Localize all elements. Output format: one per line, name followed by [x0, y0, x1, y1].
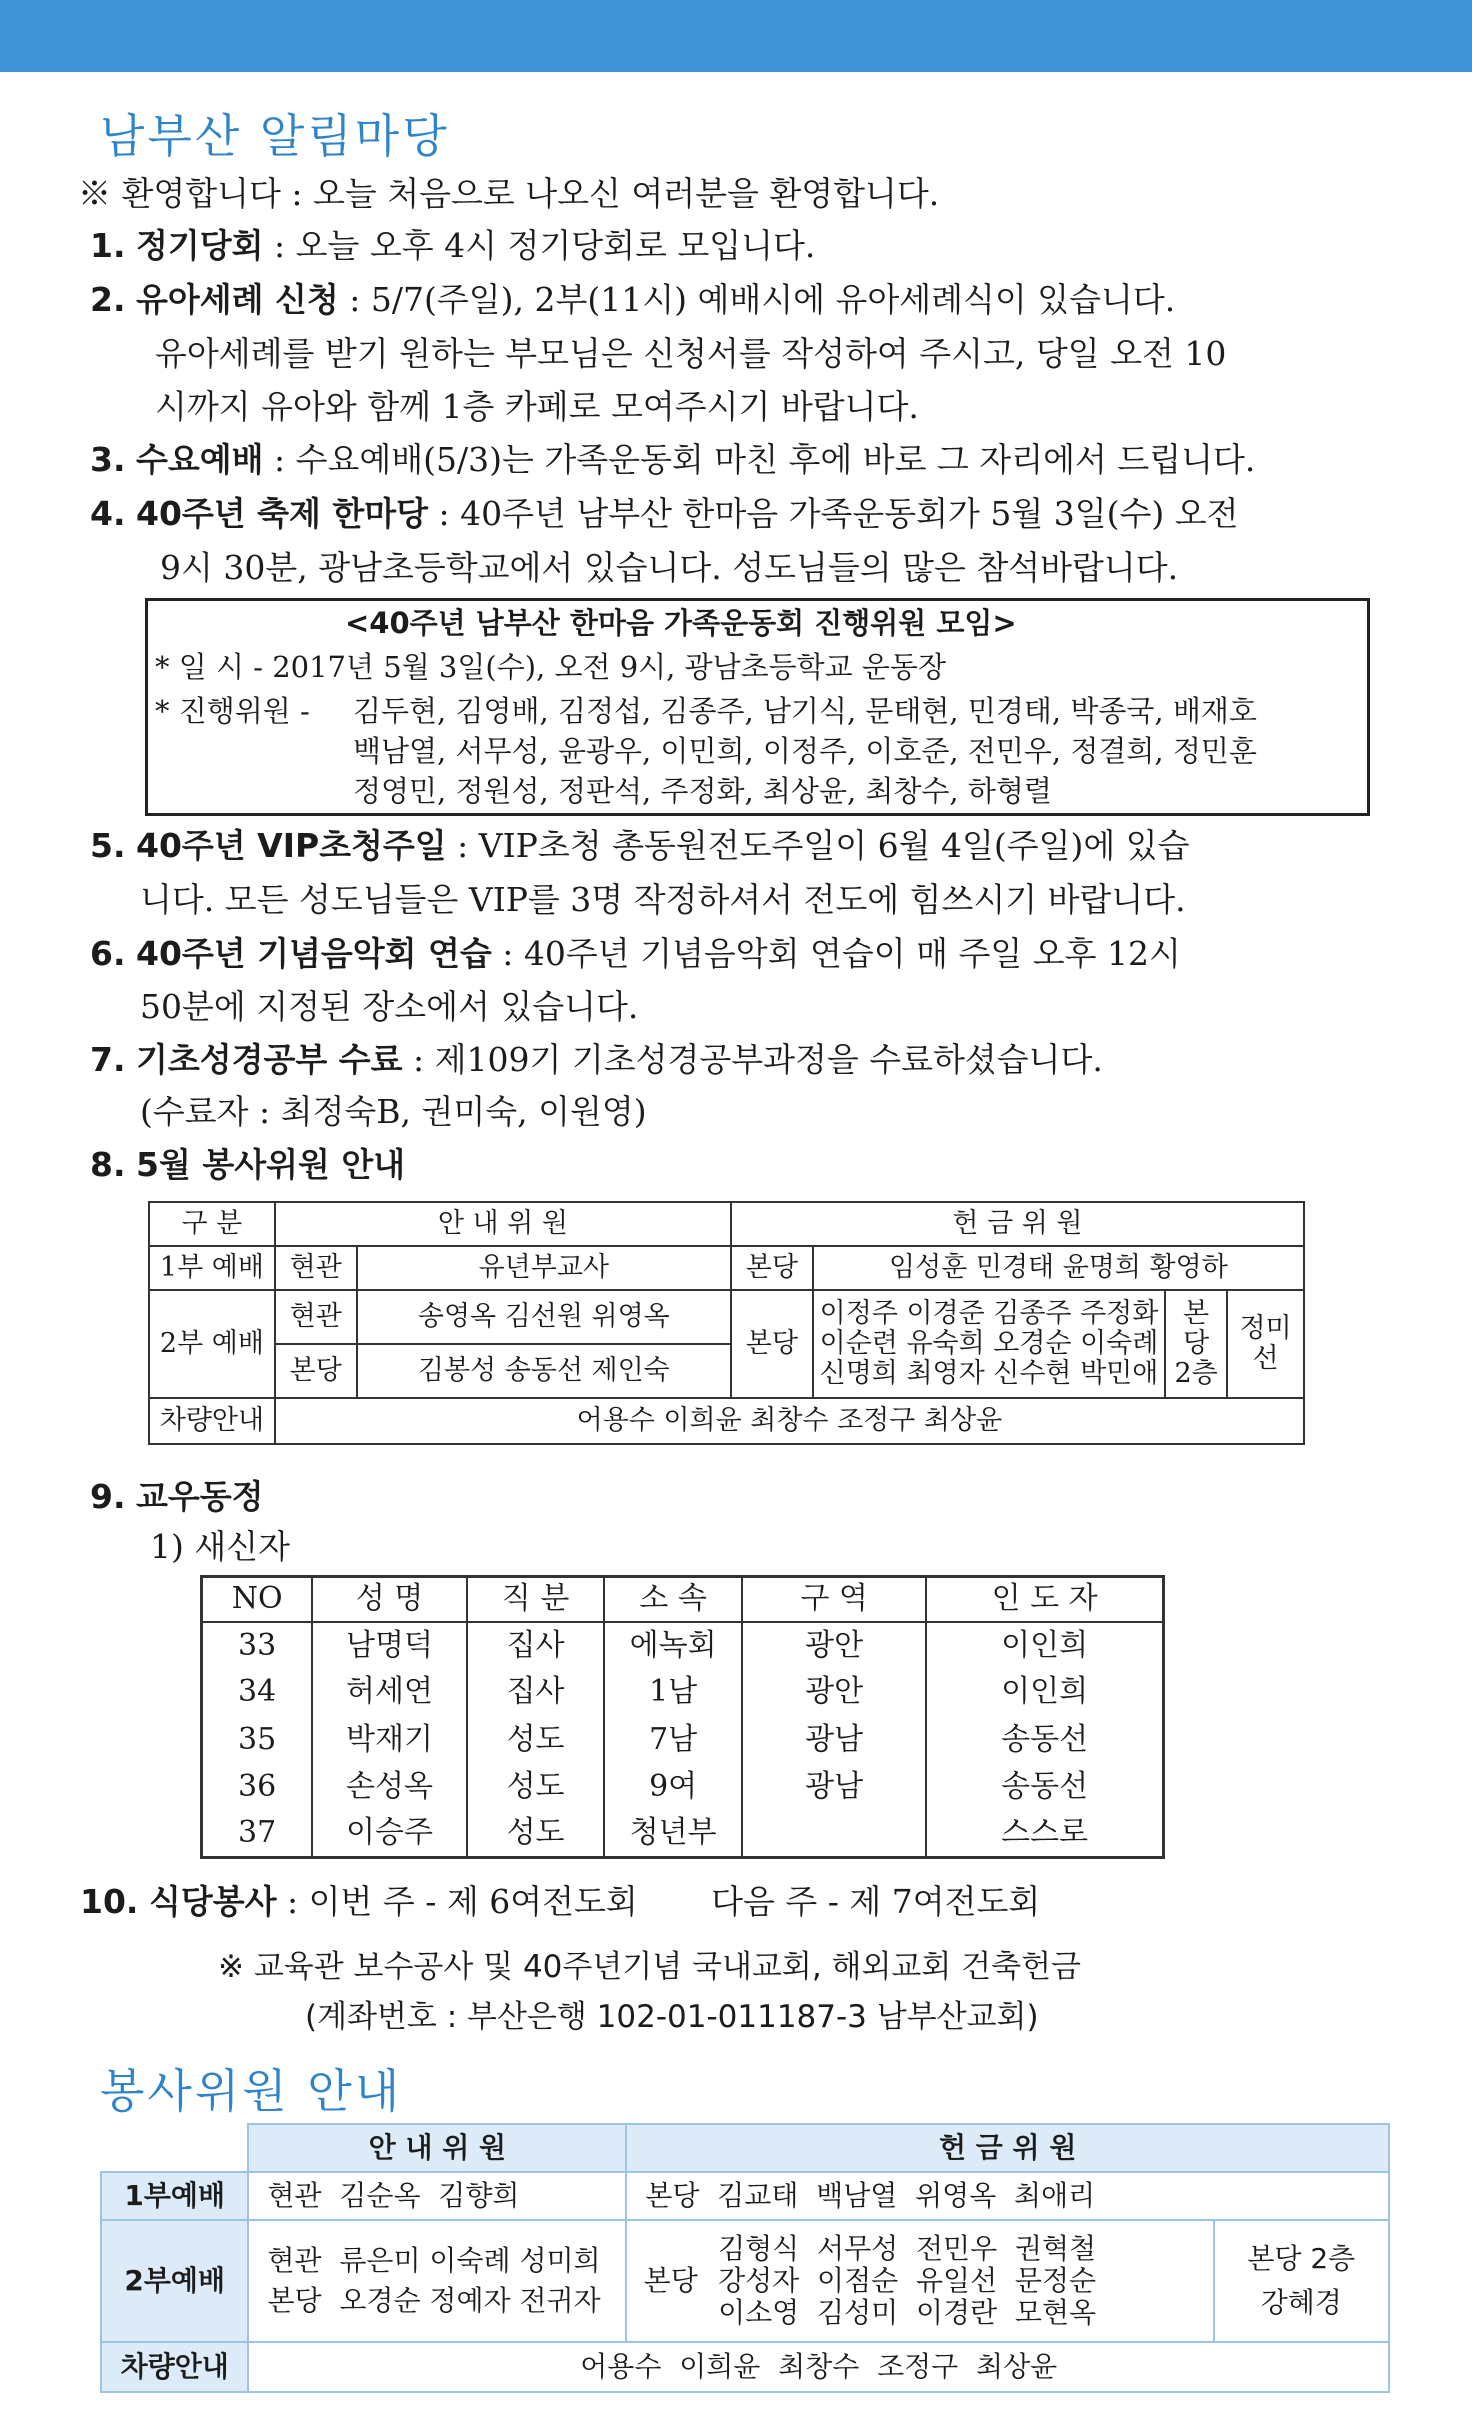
may-volunteers-table	[148, 1201, 1305, 1445]
offering-cell	[714, 2220, 1214, 2342]
item-number: 1.	[90, 226, 126, 265]
cell-role: 성도	[467, 1810, 605, 1857]
cell-no: 34	[238, 1674, 277, 1710]
item-title: 기초성경공부 수료	[136, 1040, 403, 1079]
item-10	[80, 1880, 1040, 1924]
place-cell: 현관	[275, 1290, 357, 1344]
place-cell: 본당	[731, 1246, 813, 1290]
col-header: 인 도 자	[926, 1577, 1163, 1622]
row-label: 2부 예배	[149, 1290, 275, 1398]
top-banner	[0, 0, 1472, 72]
cell-name: 남명덕	[312, 1622, 467, 1669]
cell-guide: 송동선	[926, 1716, 1163, 1763]
col-header: 성 명	[312, 1577, 467, 1622]
cell-district	[742, 1810, 926, 1857]
row-label: 1부예배	[101, 2172, 248, 2220]
item-title: 5월 봉사위원 안내	[136, 1145, 406, 1184]
place-cell: 본당	[275, 1344, 357, 1398]
volunteers-table	[100, 2123, 1390, 2393]
cell-role: 집사	[467, 1669, 605, 1716]
empty-corner	[101, 2124, 248, 2172]
cell-name: 박재기	[312, 1716, 467, 1763]
cell-group: 에녹회	[604, 1622, 742, 1669]
cell-name: 손성옥	[312, 1763, 467, 1810]
committee-members-line: 백남열, 서무성, 윤광우, 이민희, 이정주, 이호준, 전민우, 정결희, 정민훈	[353, 734, 1257, 768]
cell-group: 9여	[604, 1763, 742, 1810]
offering-line: 이정주 이경준 김종주 주정화	[819, 1297, 1159, 1329]
item-number: 2.	[90, 280, 126, 319]
item-text: : 40주년 남부산 한마음 가족운동회가 5월 3일(수) 오전	[428, 494, 1239, 533]
item-title: 유아세례 신청	[136, 280, 339, 319]
cell-guide: 송동선	[926, 1763, 1163, 1810]
row-label: 차량안내	[149, 1398, 275, 1444]
place-cell: 현관	[275, 1246, 357, 1290]
item-title: 식당봉사	[148, 1882, 277, 1921]
committee-title: <40주년 남부산 한마음 가족운동회 진행위원 모임>	[345, 606, 1017, 640]
item-6-line-2: 50분에 지정된 장소에서 있습니다.	[140, 987, 639, 1026]
cell-district: 광안	[742, 1622, 926, 1669]
cell-role: 성도	[467, 1763, 605, 1810]
col-header: 구 역	[742, 1577, 926, 1622]
item-number: 5.	[90, 826, 126, 865]
offering-line: 신명희 최영자 신수현 박민애	[819, 1357, 1159, 1389]
item-7-line-2: (수료자 : 최정숙B, 권미숙, 이원영)	[140, 1092, 647, 1131]
item-8	[90, 1143, 405, 1187]
newcomers-subtitle: 1) 새신자	[150, 1527, 290, 1566]
offering-line: 강성자 이점순 유일선 문정순	[718, 2264, 1097, 2297]
row-label: 2부예배	[101, 2220, 248, 2342]
cell-no: 36	[238, 1768, 277, 1804]
item-text: : 제109기 기초성경공부과정을 수료하셨습니다.	[402, 1040, 1103, 1079]
guide-cell: 김봉성 송동선 제인숙	[357, 1344, 731, 1398]
offering-cell: 임성훈 민경태 윤명희 황영하	[813, 1246, 1304, 1290]
col-header: NO	[202, 1577, 313, 1622]
item-number: 6.	[90, 934, 126, 973]
offering-cell	[813, 1290, 1165, 1398]
item-title: 교우동정	[136, 1477, 264, 1516]
cell-district: 광남	[742, 1763, 926, 1810]
cell-group: 청년부	[604, 1810, 742, 1857]
table-row	[202, 1622, 1164, 1669]
page-title: 남부산 알림마당	[100, 109, 450, 163]
col-header-guide: 안 내 위 원	[275, 1202, 731, 1246]
place-cell: 본당	[626, 2220, 714, 2342]
item-4-line-2: 9시 30분, 광남초등학교에서 있습니다. 성도님들의 많은 참석바랍니다.	[160, 548, 1179, 587]
item-text: : VIP초청 총동원전도주일이 6월 4일(주일)에 있습	[446, 826, 1190, 865]
col-header-gubun: 구 분	[149, 1202, 275, 1246]
item-5	[90, 824, 1189, 868]
item-4	[90, 492, 1239, 536]
item-number: 3.	[90, 440, 126, 479]
col-header: 소 속	[604, 1577, 742, 1622]
table-row	[202, 1716, 1164, 1763]
item-text: : 수요예배(5/3)는 가족운동회 마친 후에 바로 그 자리에서 드립니다.	[263, 440, 1256, 479]
cell-role: 성도	[467, 1716, 605, 1763]
item-number: 7.	[90, 1040, 126, 1079]
guide-line: 본당 오경순 정예자 전귀자	[267, 2284, 601, 2317]
item-1	[90, 224, 815, 268]
cell-role: 집사	[467, 1622, 605, 1669]
cell-guide: 이인희	[926, 1669, 1163, 1716]
offering-cell: 본당 김교태 백남열 위영옥 최애리	[626, 2172, 1389, 2220]
item-3	[90, 438, 1255, 482]
committee-date-value: 2017년 5월 3일(수), 오전 9시, 광남초등학교 운동장	[272, 650, 946, 684]
car-names-cell: 어용수 이희윤 최창수 조정구 최상윤	[275, 1398, 1304, 1444]
item-number: 8.	[90, 1145, 126, 1184]
item-title: 수요예배	[136, 440, 264, 479]
floor-cell	[1165, 1290, 1227, 1398]
notice-line-1: ※ 교육관 보수공사 및 40주년기념 국내교회, 해외교회 건축헌금	[218, 1949, 1081, 1985]
item-title: 40주년 축제 한마당	[136, 494, 429, 533]
cell-group: 7남	[604, 1716, 742, 1763]
floor-line: 2층	[1174, 1357, 1218, 1389]
cell-name: 허세연	[312, 1669, 467, 1716]
guide-cell: 송영옥 김선원 위영옥	[357, 1290, 731, 1344]
floor-label: 본당 2층	[1247, 2242, 1356, 2275]
item-2-line-2: 유아세례를 받기 원하는 부모님은 신청서를 작성하여 주시고, 당일 오전 10	[155, 334, 1227, 373]
floor-cell	[1214, 2220, 1389, 2342]
item-title: 40주년 기념음악회 연습	[136, 934, 492, 973]
cell-guide: 스스로	[926, 1810, 1163, 1857]
col-header-guide: 안 내 위 원	[248, 2124, 626, 2172]
guide-line: 현관 류은미 이숙례 성미희	[267, 2244, 601, 2277]
offering-line: 이소영 김성미 이경란 모현옥	[718, 2296, 1097, 2329]
floor-name: 강혜경	[1260, 2286, 1342, 2319]
item-text: : 이번 주 - 제 6여전도회 다음 주 - 제 7여전도회	[276, 1882, 1041, 1921]
item-5-line-2: 니다. 모든 성도님들은 VIP를 3명 작정하셔서 전도에 힘쓰시기 바랍니다.	[140, 880, 1186, 919]
row-label: 차량안내	[101, 2342, 248, 2392]
committee-members-line: 정영민, 정원성, 정판석, 주정화, 최상윤, 최창수, 하형렬	[353, 774, 1052, 808]
table-row	[202, 1763, 1164, 1810]
notice-line-2: (계좌번호 : 부산은행 102-01-011187-3 남부산교회)	[305, 1999, 1039, 2035]
item-number: 9.	[90, 1477, 126, 1516]
item-number: 10.	[80, 1882, 139, 1921]
item-text: : 5/7(주일), 2부(11시) 예배시에 유아세례식이 있습니다.	[338, 280, 1176, 319]
col-header-offering: 헌 금 위 원	[731, 1202, 1304, 1246]
floor-name-cell: 정미선	[1227, 1290, 1304, 1398]
volunteers-title: 봉사위원 안내	[100, 2064, 403, 2118]
table-row	[202, 1669, 1164, 1716]
committee-members-line: 김두현, 김영배, 김정섭, 김종주, 남기식, 문태현, 민경태, 박종국, 배재호	[353, 694, 1257, 728]
cell-district: 광안	[742, 1669, 926, 1716]
item-title: 정기당회	[136, 226, 264, 265]
floor-line: 본당	[1183, 1297, 1210, 1359]
item-7	[90, 1038, 1103, 1082]
item-number: 4.	[90, 494, 126, 533]
item-title: 40주년 VIP초청주일	[136, 826, 447, 865]
cell-group: 1남	[604, 1669, 742, 1716]
place-cell: 본당	[731, 1290, 813, 1398]
offering-line: 김형식 서무성 전민우 권혁철	[718, 2232, 1097, 2265]
cell-no: 37	[238, 1815, 277, 1851]
committee-members-label: * 진행위원 -	[155, 694, 310, 728]
col-header: 직 분	[467, 1577, 605, 1622]
col-header-offering: 헌 금 위 원	[626, 2124, 1389, 2172]
item-text: : 오늘 오후 4시 정기당회로 모입니다.	[263, 226, 816, 265]
cell-no: 33	[238, 1627, 277, 1663]
offering-line: 이순련 유숙희 오경순 이숙례	[819, 1327, 1159, 1359]
item-9	[90, 1475, 264, 1519]
item-2	[90, 278, 1175, 322]
guide-cell	[248, 2220, 626, 2342]
item-6	[90, 932, 1181, 976]
guide-cell: 현관 김순옥 김향희	[248, 2172, 626, 2220]
cell-guide: 이인희	[926, 1622, 1163, 1669]
item-2-line-3: 시까지 유아와 함께 1층 카페로 모여주시기 바랍니다.	[155, 387, 919, 426]
welcome-line: ※ 환영합니다 : 오늘 처음으로 나오신 여러분을 환영합니다.	[78, 174, 940, 213]
committee-date-label: * 일 시 -	[155, 650, 273, 684]
cell-district: 광남	[742, 1716, 926, 1763]
row-label: 1부 예배	[149, 1246, 275, 1290]
table-row	[202, 1810, 1164, 1857]
guide-cell: 유년부교사	[357, 1246, 731, 1290]
cell-name: 이승주	[312, 1810, 467, 1857]
cell-no: 35	[238, 1721, 277, 1757]
newcomers-table	[200, 1575, 1165, 1859]
car-names-cell: 어용수 이희윤 최창수 조정구 최상윤	[248, 2342, 1389, 2392]
committee-date	[155, 648, 946, 686]
item-text: : 40주년 기념음악회 연습이 매 주일 오후 12시	[491, 934, 1181, 973]
